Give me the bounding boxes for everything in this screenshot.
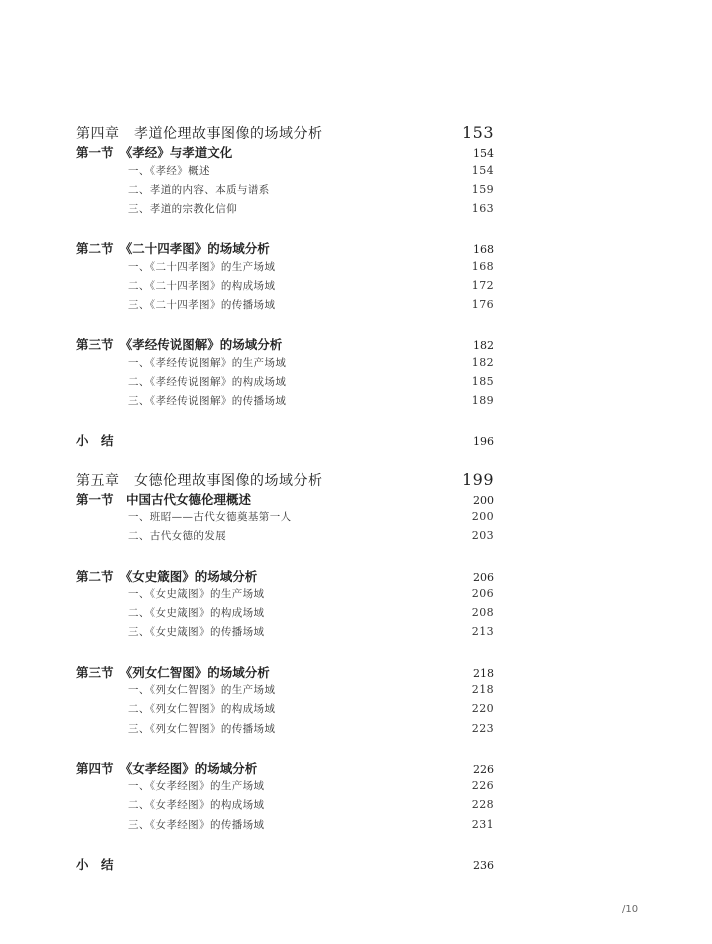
toc-summary[interactable] (76, 431, 494, 449)
toc-entry-title: 第三节 《孝经传说图解》的场域分析 (76, 337, 283, 352)
toc-entry-title: 一、《女史箴图》的生产场域 (128, 588, 265, 600)
toc-page-number: 154 (471, 164, 494, 177)
toc-entry-title: 三、《女孝经图》的传播场域 (128, 819, 265, 831)
toc-entry-title: 二、古代女德的发展 (128, 530, 227, 542)
toc-page-number: 153 (461, 123, 494, 142)
toc-item[interactable] (76, 797, 494, 812)
toc-entry-title: 第一节 《孝经》与孝道文化 (76, 145, 233, 160)
toc-item[interactable] (76, 778, 494, 793)
toc-item[interactable] (76, 278, 494, 293)
toc-item[interactable] (76, 297, 494, 312)
toc-page-number: 168 (473, 243, 494, 256)
toc-section[interactable] (76, 663, 494, 681)
toc-item[interactable] (76, 586, 494, 601)
toc-page-number: 206 (471, 587, 494, 600)
toc-item[interactable] (76, 624, 494, 639)
toc-page-number: 220 (471, 702, 494, 715)
toc-entry-title: 二、《孝经传说图解》的构成场域 (128, 376, 287, 388)
toc-page-number: 172 (471, 279, 494, 292)
toc-item[interactable] (76, 374, 494, 389)
toc-entry-title: 二、《列女仁智图》的构成场域 (128, 703, 276, 715)
toc-entry-title: 第二节 《女史箴图》的场域分析 (76, 569, 258, 584)
toc-page-number: 168 (471, 260, 494, 273)
toc-page-number: 185 (471, 375, 494, 388)
toc-section[interactable] (76, 335, 494, 353)
toc-entry-title: 第二节 《二十四孝图》的场域分析 (76, 241, 270, 256)
toc-page-number: 182 (471, 356, 494, 369)
toc-page-number: 236 (473, 859, 494, 872)
toc-entry-title: 三、《列女仁智图》的传播场域 (128, 723, 276, 735)
toc-entry-title: 一、班昭——古代女德奠基第一人 (128, 511, 292, 523)
toc-page-number: 218 (471, 683, 494, 696)
toc-entry-title: 第五章 女德伦理故事图像的场域分析 (76, 473, 323, 489)
toc-entry-title: 一、《列女仁智图》的生产场域 (128, 684, 276, 696)
toc-entry-title: 一、《二十四孝图》的生产场域 (128, 261, 276, 273)
toc-page-number: 218 (473, 667, 494, 680)
toc-entry-title: 一、《孝经》概述 (128, 165, 210, 177)
toc-chapter[interactable] (76, 470, 494, 490)
toc-page-number: 203 (471, 529, 494, 542)
toc-section[interactable] (76, 143, 494, 161)
toc-entry-title: 第四节 《女孝经图》的场域分析 (76, 761, 258, 776)
toc-page-number: 231 (471, 818, 494, 831)
toc-item[interactable] (76, 817, 494, 832)
toc-entry-title: 三、《二十四孝图》的传播场域 (128, 299, 276, 311)
toc-entry-title: 第三节 《列女仁智图》的场域分析 (76, 665, 270, 680)
toc-page-number: 213 (471, 625, 494, 638)
toc-item[interactable] (76, 355, 494, 370)
toc-summary[interactable] (76, 855, 494, 873)
toc-item[interactable] (76, 509, 494, 524)
toc-item[interactable] (76, 721, 494, 736)
toc-page-number: 196 (473, 435, 494, 448)
toc-item[interactable] (76, 682, 494, 697)
toc-section[interactable] (76, 490, 494, 508)
toc-page-number: 182 (473, 339, 494, 352)
toc-item[interactable] (76, 605, 494, 620)
toc-section[interactable] (76, 239, 494, 257)
toc-item[interactable] (76, 163, 494, 178)
toc-page-number: 154 (473, 147, 494, 160)
toc-entry-title: 三、《女史箴图》的传播场域 (128, 626, 265, 638)
toc-item[interactable] (76, 259, 494, 274)
toc-section[interactable] (76, 759, 494, 777)
toc-item[interactable] (76, 701, 494, 716)
toc-entry-title: 小 结 (76, 433, 114, 448)
toc-entry-title: 二、《女孝经图》的构成场域 (128, 799, 265, 811)
toc-entry-title: 一、《孝经传说图解》的生产场域 (128, 357, 287, 369)
toc-page-number: 199 (461, 470, 494, 489)
toc-page-number: 226 (471, 779, 494, 792)
toc-page-number: 163 (471, 202, 494, 215)
toc-page-number: 228 (471, 798, 494, 811)
toc-page-number: 206 (473, 571, 494, 584)
toc-item[interactable] (76, 393, 494, 408)
toc-entry-title: 第四章 孝道伦理故事图像的场域分析 (76, 126, 323, 142)
page-folio: /10 (622, 904, 639, 915)
toc-entry-title: 二、《二十四孝图》的构成场域 (128, 280, 276, 292)
toc-entry-title: 二、《女史箴图》的构成场域 (128, 607, 265, 619)
toc-section[interactable] (76, 567, 494, 585)
toc-item[interactable] (76, 201, 494, 216)
toc-page-number: 159 (471, 183, 494, 196)
toc-item[interactable] (76, 182, 494, 197)
toc-chapter[interactable] (76, 123, 494, 143)
toc-page-number: 176 (471, 298, 494, 311)
toc-entry-title: 三、《孝经传说图解》的传播场域 (128, 395, 287, 407)
toc-page-number: 208 (471, 606, 494, 619)
toc-entry-title: 小 结 (76, 857, 114, 872)
toc-entry-title: 一、《女孝经图》的生产场域 (128, 780, 265, 792)
toc-page-number: 200 (471, 510, 494, 523)
toc-entry-title: 第一节 中国古代女德伦理概述 (76, 492, 252, 507)
toc-page-number: 223 (471, 722, 494, 735)
toc-page-number: 189 (471, 394, 494, 407)
toc-page-number: 200 (473, 494, 494, 507)
toc-entry-title: 三、孝道的宗教化信仰 (128, 203, 237, 215)
toc-entry-title: 二、孝道的内容、本质与谱系 (128, 184, 270, 196)
toc-item[interactable] (76, 528, 494, 543)
toc-page-number: 226 (473, 763, 494, 776)
